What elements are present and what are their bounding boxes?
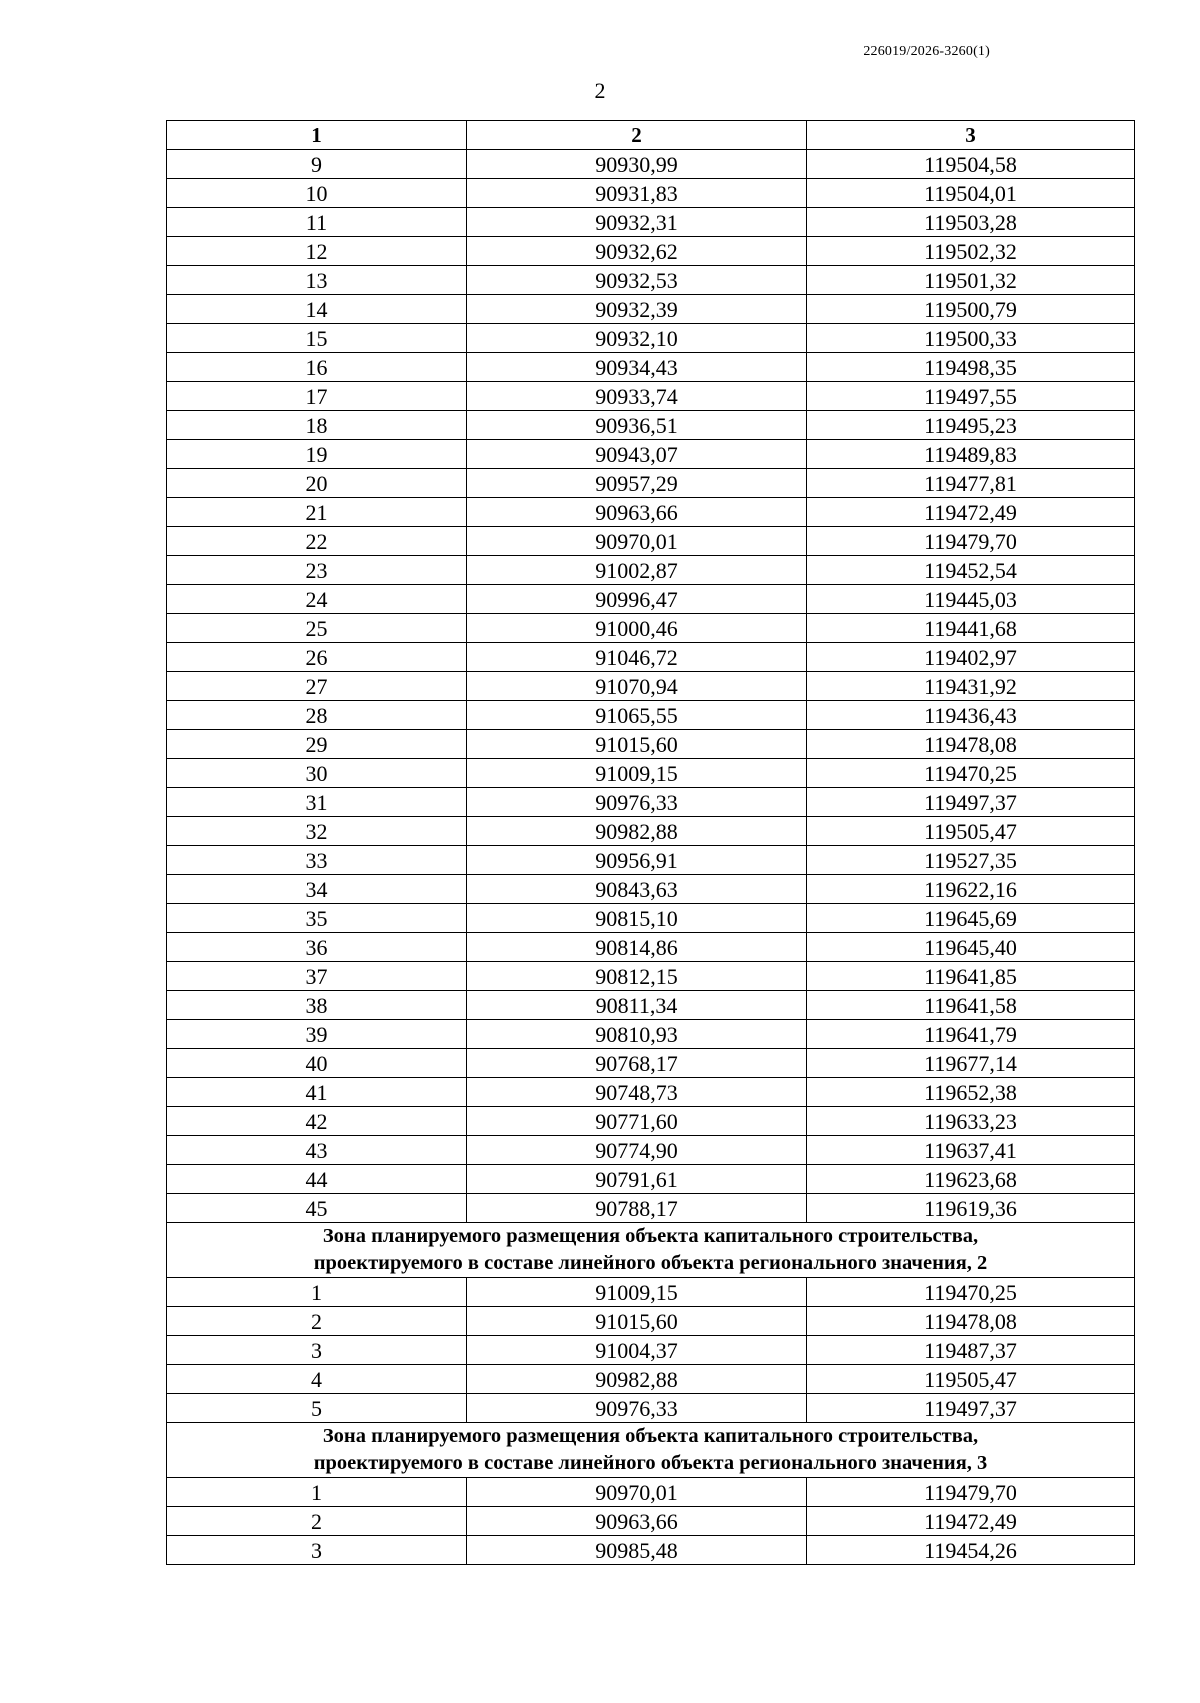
x-coordinate-cell: 91015,60 bbox=[467, 1307, 807, 1336]
x-coordinate-cell: 91002,87 bbox=[467, 556, 807, 585]
x-coordinate-cell: 90810,93 bbox=[467, 1020, 807, 1049]
table-row bbox=[167, 1478, 1135, 1507]
y-coordinate-cell: 119498,35 bbox=[807, 353, 1135, 382]
table-row bbox=[167, 759, 1135, 788]
point-number-cell: 11 bbox=[167, 208, 467, 237]
point-number-cell: 41 bbox=[167, 1078, 467, 1107]
table-row bbox=[167, 643, 1135, 672]
y-coordinate-cell: 119454,26 bbox=[807, 1536, 1135, 1565]
y-coordinate-cell: 119441,68 bbox=[807, 614, 1135, 643]
section-header-row bbox=[167, 1423, 1135, 1478]
x-coordinate-cell: 90814,86 bbox=[467, 933, 807, 962]
y-coordinate-cell: 119487,37 bbox=[807, 1336, 1135, 1365]
table-row bbox=[167, 440, 1135, 469]
point-number-cell: 34 bbox=[167, 875, 467, 904]
table-row bbox=[167, 1136, 1135, 1165]
table-row bbox=[167, 1507, 1135, 1536]
table-row bbox=[167, 1165, 1135, 1194]
point-number-cell: 21 bbox=[167, 498, 467, 527]
y-coordinate-cell: 119619,36 bbox=[807, 1194, 1135, 1223]
y-coordinate-cell: 119489,83 bbox=[807, 440, 1135, 469]
table-header-row bbox=[167, 121, 1135, 150]
table-row bbox=[167, 585, 1135, 614]
table-row bbox=[167, 353, 1135, 382]
page-number: 2 bbox=[594, 78, 606, 103]
point-number-cell: 43 bbox=[167, 1136, 467, 1165]
coordinates-table bbox=[166, 120, 1135, 1565]
x-coordinate-cell: 90970,01 bbox=[467, 527, 807, 556]
y-coordinate-cell: 119505,47 bbox=[807, 1365, 1135, 1394]
point-number-cell: 35 bbox=[167, 904, 467, 933]
y-coordinate-cell: 119645,40 bbox=[807, 933, 1135, 962]
x-coordinate-cell: 90936,51 bbox=[467, 411, 807, 440]
table-row bbox=[167, 1049, 1135, 1078]
point-number-cell: 17 bbox=[167, 382, 467, 411]
point-number-cell: 10 bbox=[167, 179, 467, 208]
table-row bbox=[167, 904, 1135, 933]
table-row bbox=[167, 324, 1135, 353]
y-coordinate-cell: 119477,81 bbox=[807, 469, 1135, 498]
y-coordinate-cell: 119503,28 bbox=[807, 208, 1135, 237]
y-coordinate-cell: 119478,08 bbox=[807, 1307, 1135, 1336]
table-row bbox=[167, 1365, 1135, 1394]
point-number-cell: 9 bbox=[167, 150, 467, 179]
point-number-cell: 38 bbox=[167, 991, 467, 1020]
table-row bbox=[167, 991, 1135, 1020]
table-row bbox=[167, 788, 1135, 817]
y-coordinate-cell: 119641,79 bbox=[807, 1020, 1135, 1049]
point-number-cell: 42 bbox=[167, 1107, 467, 1136]
point-number-cell: 26 bbox=[167, 643, 467, 672]
y-coordinate-cell: 119470,25 bbox=[807, 1278, 1135, 1307]
table-row bbox=[167, 237, 1135, 266]
point-number-cell: 37 bbox=[167, 962, 467, 991]
table-row bbox=[167, 817, 1135, 846]
y-coordinate-cell: 119479,70 bbox=[807, 1478, 1135, 1507]
x-coordinate-cell: 90932,10 bbox=[467, 324, 807, 353]
table-row bbox=[167, 1336, 1135, 1365]
table-row bbox=[167, 1278, 1135, 1307]
x-coordinate-cell: 90768,17 bbox=[467, 1049, 807, 1078]
section-title-line: Зона планируемого размещения объекта капитального строительства, bbox=[322, 1225, 979, 1247]
point-number-cell: 16 bbox=[167, 353, 467, 382]
x-coordinate-cell: 90970,01 bbox=[467, 1478, 807, 1507]
y-coordinate-cell: 119402,97 bbox=[807, 643, 1135, 672]
table-row bbox=[167, 382, 1135, 411]
section-title bbox=[167, 1223, 1135, 1278]
y-coordinate-cell: 119479,70 bbox=[807, 527, 1135, 556]
y-coordinate-cell: 119501,32 bbox=[807, 266, 1135, 295]
x-coordinate-cell: 90932,53 bbox=[467, 266, 807, 295]
x-coordinate-cell: 90791,61 bbox=[467, 1165, 807, 1194]
y-coordinate-cell: 119478,08 bbox=[807, 730, 1135, 759]
section-title bbox=[167, 1423, 1135, 1478]
x-coordinate-cell: 90934,43 bbox=[467, 353, 807, 382]
table-row bbox=[167, 1394, 1135, 1423]
x-coordinate-cell: 90931,83 bbox=[467, 179, 807, 208]
x-coordinate-cell: 91046,72 bbox=[467, 643, 807, 672]
x-coordinate-cell: 90982,88 bbox=[467, 1365, 807, 1394]
document-number: 226019/2026-3260(1) bbox=[863, 44, 990, 59]
y-coordinate-cell: 119637,41 bbox=[807, 1136, 1135, 1165]
x-coordinate-cell: 90788,17 bbox=[467, 1194, 807, 1223]
point-number-cell: 40 bbox=[167, 1049, 467, 1078]
point-number-cell: 23 bbox=[167, 556, 467, 585]
point-number-cell: 3 bbox=[167, 1336, 467, 1365]
table-row bbox=[167, 1307, 1135, 1336]
y-coordinate-cell: 119641,85 bbox=[807, 962, 1135, 991]
column-header: 2 bbox=[467, 121, 807, 150]
point-number-cell: 32 bbox=[167, 817, 467, 846]
table-row bbox=[167, 933, 1135, 962]
table-row bbox=[167, 962, 1135, 991]
y-coordinate-cell: 119633,23 bbox=[807, 1107, 1135, 1136]
table-row bbox=[167, 208, 1135, 237]
y-coordinate-cell: 119472,49 bbox=[807, 1507, 1135, 1536]
x-coordinate-cell: 90976,33 bbox=[467, 788, 807, 817]
y-coordinate-cell: 119497,37 bbox=[807, 788, 1135, 817]
point-number-cell: 15 bbox=[167, 324, 467, 353]
x-coordinate-cell: 90963,66 bbox=[467, 498, 807, 527]
point-number-cell: 36 bbox=[167, 933, 467, 962]
point-number-cell: 2 bbox=[167, 1307, 467, 1336]
point-number-cell: 20 bbox=[167, 469, 467, 498]
point-number-cell: 33 bbox=[167, 846, 467, 875]
y-coordinate-cell: 119452,54 bbox=[807, 556, 1135, 585]
x-coordinate-cell: 90996,47 bbox=[467, 585, 807, 614]
x-coordinate-cell: 90943,07 bbox=[467, 440, 807, 469]
x-coordinate-cell: 91065,55 bbox=[467, 701, 807, 730]
point-number-cell: 14 bbox=[167, 295, 467, 324]
point-number-cell: 3 bbox=[167, 1536, 467, 1565]
point-number-cell: 22 bbox=[167, 527, 467, 556]
table-row bbox=[167, 266, 1135, 295]
y-coordinate-cell: 119445,03 bbox=[807, 585, 1135, 614]
table-row bbox=[167, 556, 1135, 585]
table-body bbox=[167, 150, 1135, 1565]
section-header-row bbox=[167, 1223, 1135, 1278]
x-coordinate-cell: 90933,74 bbox=[467, 382, 807, 411]
y-coordinate-cell: 119641,58 bbox=[807, 991, 1135, 1020]
table-row bbox=[167, 295, 1135, 324]
table-row bbox=[167, 411, 1135, 440]
y-coordinate-cell: 119472,49 bbox=[807, 498, 1135, 527]
table-row bbox=[167, 1194, 1135, 1223]
table-row bbox=[167, 1536, 1135, 1565]
y-coordinate-cell: 119431,92 bbox=[807, 672, 1135, 701]
point-number-cell: 12 bbox=[167, 237, 467, 266]
table-row bbox=[167, 1078, 1135, 1107]
x-coordinate-cell: 91004,37 bbox=[467, 1336, 807, 1365]
y-coordinate-cell: 119500,33 bbox=[807, 324, 1135, 353]
table-row bbox=[167, 179, 1135, 208]
y-coordinate-cell: 119497,55 bbox=[807, 382, 1135, 411]
x-coordinate-cell: 90930,99 bbox=[467, 150, 807, 179]
point-number-cell: 1 bbox=[167, 1478, 467, 1507]
table-row bbox=[167, 150, 1135, 179]
x-coordinate-cell: 90982,88 bbox=[467, 817, 807, 846]
point-number-cell: 29 bbox=[167, 730, 467, 759]
y-coordinate-cell: 119504,58 bbox=[807, 150, 1135, 179]
y-coordinate-cell: 119504,01 bbox=[807, 179, 1135, 208]
table-row bbox=[167, 875, 1135, 904]
table-row bbox=[167, 730, 1135, 759]
point-number-cell: 4 bbox=[167, 1365, 467, 1394]
y-coordinate-cell: 119645,69 bbox=[807, 904, 1135, 933]
x-coordinate-cell: 91070,94 bbox=[467, 672, 807, 701]
y-coordinate-cell: 119527,35 bbox=[807, 846, 1135, 875]
y-coordinate-cell: 119436,43 bbox=[807, 701, 1135, 730]
x-coordinate-cell: 91015,60 bbox=[467, 730, 807, 759]
y-coordinate-cell: 119497,37 bbox=[807, 1394, 1135, 1423]
y-coordinate-cell: 119623,68 bbox=[807, 1165, 1135, 1194]
table-row bbox=[167, 846, 1135, 875]
point-number-cell: 13 bbox=[167, 266, 467, 295]
section-title-line: проектируемого в составе линейного объекта регионального значения, 3 bbox=[313, 1452, 988, 1474]
x-coordinate-cell: 90956,91 bbox=[467, 846, 807, 875]
x-coordinate-cell: 91000,46 bbox=[467, 614, 807, 643]
x-coordinate-cell: 90985,48 bbox=[467, 1536, 807, 1565]
section-title-line: Зона планируемого размещения объекта капитального строительства, bbox=[322, 1425, 979, 1447]
y-coordinate-cell: 119470,25 bbox=[807, 759, 1135, 788]
table-row bbox=[167, 498, 1135, 527]
table-row bbox=[167, 672, 1135, 701]
x-coordinate-cell: 90812,15 bbox=[467, 962, 807, 991]
y-coordinate-cell: 119677,14 bbox=[807, 1049, 1135, 1078]
point-number-cell: 24 bbox=[167, 585, 467, 614]
y-coordinate-cell: 119505,47 bbox=[807, 817, 1135, 846]
y-coordinate-cell: 119652,38 bbox=[807, 1078, 1135, 1107]
x-coordinate-cell: 91009,15 bbox=[467, 759, 807, 788]
point-number-cell: 27 bbox=[167, 672, 467, 701]
x-coordinate-cell: 90815,10 bbox=[467, 904, 807, 933]
column-header: 3 bbox=[807, 121, 1135, 150]
point-number-cell: 2 bbox=[167, 1507, 467, 1536]
point-number-cell: 1 bbox=[167, 1278, 467, 1307]
point-number-cell: 25 bbox=[167, 614, 467, 643]
point-number-cell: 28 bbox=[167, 701, 467, 730]
section-title-line: проектируемого в составе линейного объекта регионального значения, 2 bbox=[313, 1252, 988, 1274]
table-row bbox=[167, 1107, 1135, 1136]
y-coordinate-cell: 119622,16 bbox=[807, 875, 1135, 904]
x-coordinate-cell: 90748,73 bbox=[467, 1078, 807, 1107]
x-coordinate-cell: 90963,66 bbox=[467, 1507, 807, 1536]
table-row bbox=[167, 527, 1135, 556]
point-number-cell: 31 bbox=[167, 788, 467, 817]
column-header: 1 bbox=[167, 121, 467, 150]
x-coordinate-cell: 90957,29 bbox=[467, 469, 807, 498]
y-coordinate-cell: 119502,32 bbox=[807, 237, 1135, 266]
x-coordinate-cell: 90932,31 bbox=[467, 208, 807, 237]
x-coordinate-cell: 90771,60 bbox=[467, 1107, 807, 1136]
y-coordinate-cell: 119500,79 bbox=[807, 295, 1135, 324]
x-coordinate-cell: 90774,90 bbox=[467, 1136, 807, 1165]
table-row bbox=[167, 469, 1135, 498]
point-number-cell: 18 bbox=[167, 411, 467, 440]
x-coordinate-cell: 90811,34 bbox=[467, 991, 807, 1020]
y-coordinate-cell: 119495,23 bbox=[807, 411, 1135, 440]
point-number-cell: 30 bbox=[167, 759, 467, 788]
point-number-cell: 39 bbox=[167, 1020, 467, 1049]
x-coordinate-cell: 91009,15 bbox=[467, 1278, 807, 1307]
point-number-cell: 5 bbox=[167, 1394, 467, 1423]
point-number-cell: 19 bbox=[167, 440, 467, 469]
table-row bbox=[167, 701, 1135, 730]
point-number-cell: 45 bbox=[167, 1194, 467, 1223]
table-row bbox=[167, 1020, 1135, 1049]
table-row bbox=[167, 614, 1135, 643]
x-coordinate-cell: 90932,39 bbox=[467, 295, 807, 324]
x-coordinate-cell: 90976,33 bbox=[467, 1394, 807, 1423]
x-coordinate-cell: 90932,62 bbox=[467, 237, 807, 266]
x-coordinate-cell: 90843,63 bbox=[467, 875, 807, 904]
point-number-cell: 44 bbox=[167, 1165, 467, 1194]
